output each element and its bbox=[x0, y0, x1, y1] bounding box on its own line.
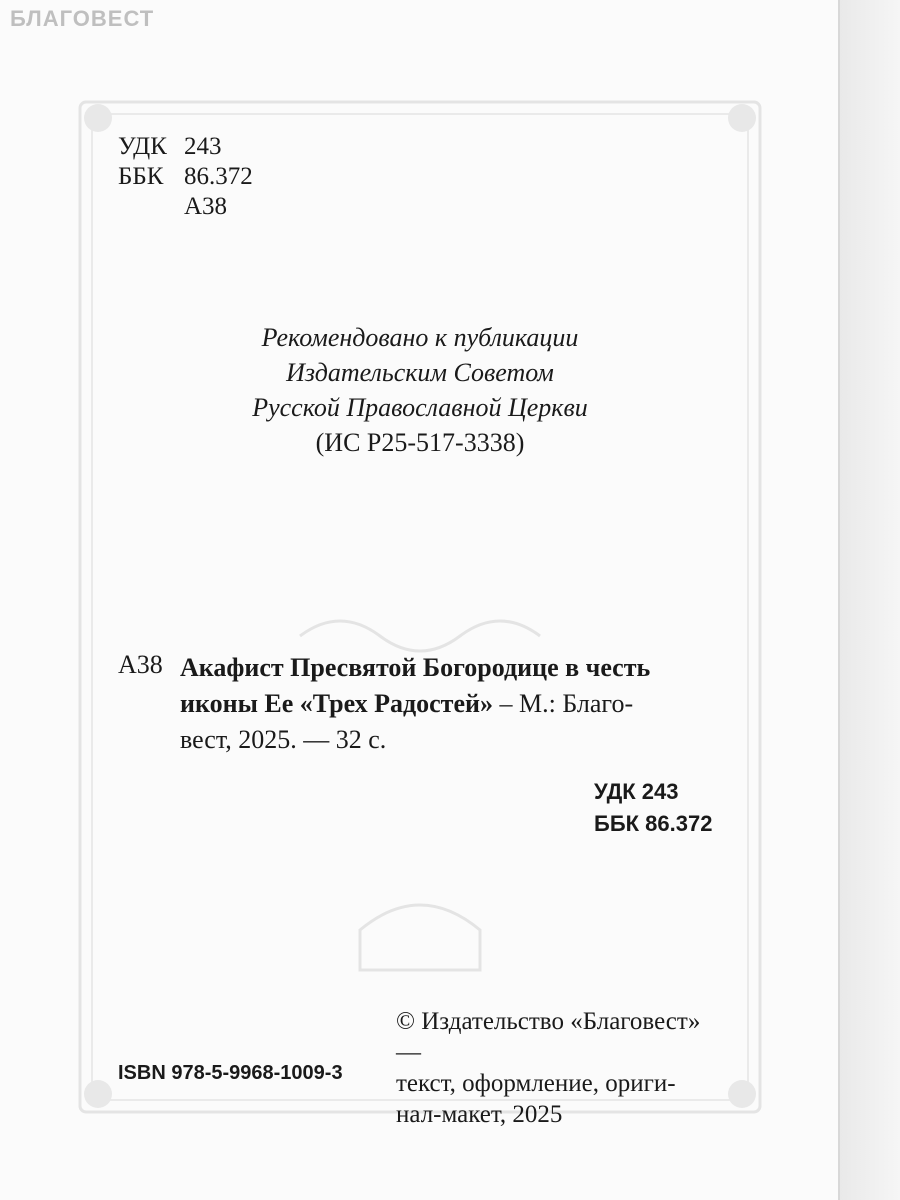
recommendation-line: Русской Православной Церкви bbox=[252, 393, 588, 422]
book-title-line: иконы Ее «Трех Радостей» bbox=[180, 689, 493, 718]
bbk-label: ББК bbox=[118, 163, 164, 190]
udk-value: 243 bbox=[184, 133, 222, 160]
recommendation-block bbox=[190, 320, 650, 460]
bbk-code: ББК 86.372 bbox=[594, 811, 713, 836]
book-title-line: Акафист Пресвятой Богородице в честь bbox=[180, 653, 651, 682]
recommendation-line: Рекомендовано к публикации bbox=[261, 323, 579, 352]
isbn-number: ISBN 978-5-9968-1009-3 bbox=[118, 1062, 343, 1084]
publishing-council-number: (ИС Р25-517-3338) bbox=[315, 428, 525, 457]
copyright-line: нал-макет, 2025 bbox=[396, 1101, 563, 1128]
author-mark-code: А38 bbox=[118, 650, 163, 679]
bibliographic-description bbox=[180, 650, 718, 758]
publisher-watermark: БЛАГОВЕСТ bbox=[10, 6, 155, 31]
udk-label: УДК bbox=[118, 133, 167, 160]
imprint-text: вест, 2025. — 32 с. bbox=[180, 725, 387, 754]
udk-code: УДК 243 bbox=[594, 779, 679, 804]
author-mark: А38 bbox=[184, 193, 228, 220]
imprint-text: – М.: Благо- bbox=[492, 689, 634, 718]
recommendation-line: Издательским Советом bbox=[286, 358, 554, 387]
bbk-value: 86.372 bbox=[184, 163, 253, 190]
adjacent-page-strip bbox=[840, 0, 900, 1200]
classification-block-bottom bbox=[594, 776, 712, 840]
copyright-line: © Издательство «Благовест» — bbox=[396, 1008, 701, 1066]
classification-block-top bbox=[118, 132, 253, 222]
copyright-line: текст, оформление, ориги- bbox=[396, 1070, 676, 1097]
copyright-notice bbox=[396, 1006, 718, 1130]
